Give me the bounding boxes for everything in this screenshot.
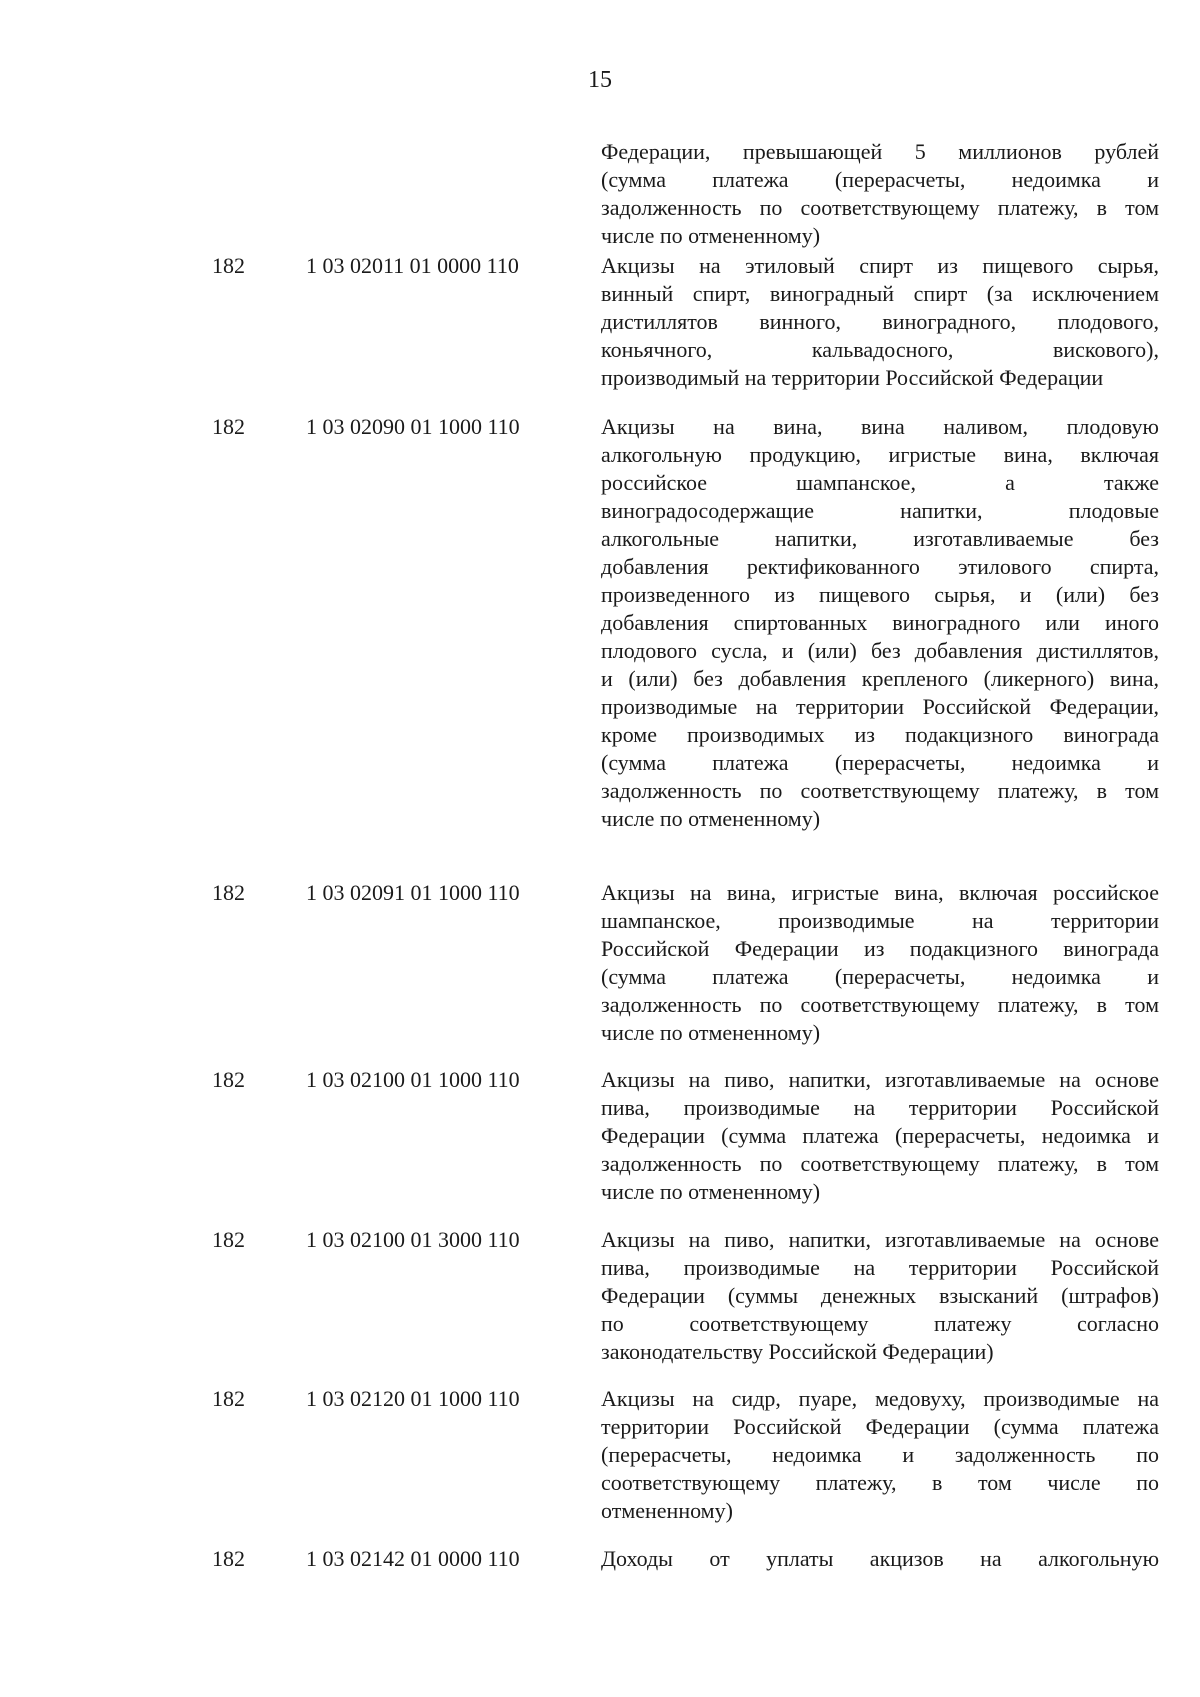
text-line: задолженность по соответствующему платежу, в том xyxy=(601,778,1159,803)
admin-code: 182 xyxy=(212,1546,245,1571)
text-line: задолженность по соответствующему платежу, в том xyxy=(601,1151,1159,1176)
text-line: производимый на территории Российской Федерации xyxy=(601,365,1104,390)
text-line: территории Российской Федерации (сумма платежа xyxy=(601,1414,1159,1439)
budget-classification-code: 1 03 02100 01 3000 110 xyxy=(306,1227,520,1252)
text-line: соответствующему платежу, в том числе по xyxy=(601,1470,1159,1495)
admin-code: 182 xyxy=(212,1067,245,1092)
admin-code: 182 xyxy=(212,1386,245,1411)
income-description xyxy=(601,1545,1159,1573)
text-line: и (или) без добавления крепленого (ликерного) вина, xyxy=(601,666,1159,691)
text-line: (сумма платежа (перерасчеты, недоимка и xyxy=(601,964,1159,989)
text-line: дистиллятов винного, виноградного, плодового, xyxy=(601,309,1159,334)
text-line: законодательству Российской Федерации) xyxy=(601,1339,994,1364)
text-line: Федерации (сумма платежа (перерасчеты, недоимка и xyxy=(601,1123,1159,1148)
text-line: числе по отмененному) xyxy=(601,1179,821,1204)
text-line: шампанское, производимые на территории xyxy=(601,908,1159,933)
text-line: Акцизы на сидр, пуаре, медовуху, производимые на xyxy=(601,1386,1159,1411)
text-line: виноградосодержащие напитки, плодовые xyxy=(601,498,1159,523)
text-line: Акцизы на этиловый спирт из пищевого сырья, xyxy=(601,253,1159,278)
text-line: задолженность по соответствующему платежу, в том xyxy=(601,992,1159,1017)
income-description xyxy=(601,1066,1159,1206)
text-line: Российской Федерации из подакцизного винограда xyxy=(601,936,1159,961)
text-line: алкогольные напитки, изготавливаемые без xyxy=(601,526,1159,551)
text-line: добавления ректификованного этилового спирта, xyxy=(601,554,1159,579)
text-line: числе по отмененному) xyxy=(601,1020,821,1045)
budget-classification-code: 1 03 02120 01 1000 110 xyxy=(306,1386,520,1411)
text-line: Акцизы на пиво, напитки, изготавливаемые на основе xyxy=(601,1067,1159,1092)
text-line: задолженность по соответствующему платежу, в том xyxy=(601,195,1159,220)
budget-classification-code: 1 03 02100 01 1000 110 xyxy=(306,1067,520,1092)
continuation-text xyxy=(601,138,1159,250)
text-line: кроме производимых из подакцизного винограда xyxy=(601,722,1159,747)
admin-code: 182 xyxy=(212,414,245,439)
text-line: Акцизы на вина, игристые вина, включая российское xyxy=(601,880,1159,905)
text-line: (перерасчеты, недоимка и задолженность по xyxy=(601,1442,1159,1467)
text-line: произведенного из пищевого сырья, и (или) без xyxy=(601,582,1159,607)
income-description xyxy=(601,413,1159,833)
text-line: числе по отмененному) xyxy=(601,806,821,831)
text-line: коньячного, кальвадосного, вискового), xyxy=(601,337,1159,362)
admin-code: 182 xyxy=(212,253,245,278)
budget-classification-code: 1 03 02011 01 0000 110 xyxy=(306,253,519,278)
text-line: Федерации (суммы денежных взысканий (штрафов) xyxy=(601,1283,1159,1308)
text-line: винный спирт, виноградный спирт (за исключением xyxy=(601,281,1159,306)
page-number: 15 xyxy=(588,67,612,93)
text-line: Акцизы на пиво, напитки, изготавливаемые на основе xyxy=(601,1227,1159,1252)
text-line: отмененному) xyxy=(601,1498,733,1523)
text-line: (сумма платежа (перерасчеты, недоимка и xyxy=(601,750,1159,775)
text-line: добавления спиртованных виноградного или иного xyxy=(601,610,1159,635)
income-description xyxy=(601,252,1159,392)
text-line: Федерации, превышающей 5 миллионов рублей xyxy=(601,139,1159,164)
text-line: алкогольную продукцию, игристые вина, включая xyxy=(601,442,1159,467)
text-line: производимые на территории Российской Федерации, xyxy=(601,694,1159,719)
text-line: российское шампанское, а также xyxy=(601,470,1159,495)
admin-code: 182 xyxy=(212,880,245,905)
budget-classification-code: 1 03 02142 01 0000 110 xyxy=(306,1546,520,1571)
income-description xyxy=(601,1385,1159,1525)
text-line: пива, производимые на территории Российской xyxy=(601,1255,1159,1280)
text-line: по соответствующему платежу согласно xyxy=(601,1311,1159,1336)
text-line: (сумма платежа (перерасчеты, недоимка и xyxy=(601,167,1159,192)
admin-code: 182 xyxy=(212,1227,245,1252)
text-line: Акцизы на вина, вина наливом, плодовую xyxy=(601,414,1159,439)
income-description xyxy=(601,879,1159,1047)
text-line: числе по отмененному) xyxy=(601,223,821,248)
text-line: плодового сусла, и (или) без добавления дистиллятов, xyxy=(601,638,1159,663)
income-description xyxy=(601,1226,1159,1366)
text-line: пива, производимые на территории Российской xyxy=(601,1095,1159,1120)
budget-classification-code: 1 03 02091 01 1000 110 xyxy=(306,880,520,905)
text-line: Доходы от уплаты акцизов на алкогольную xyxy=(601,1546,1159,1571)
budget-classification-code: 1 03 02090 01 1000 110 xyxy=(306,414,520,439)
